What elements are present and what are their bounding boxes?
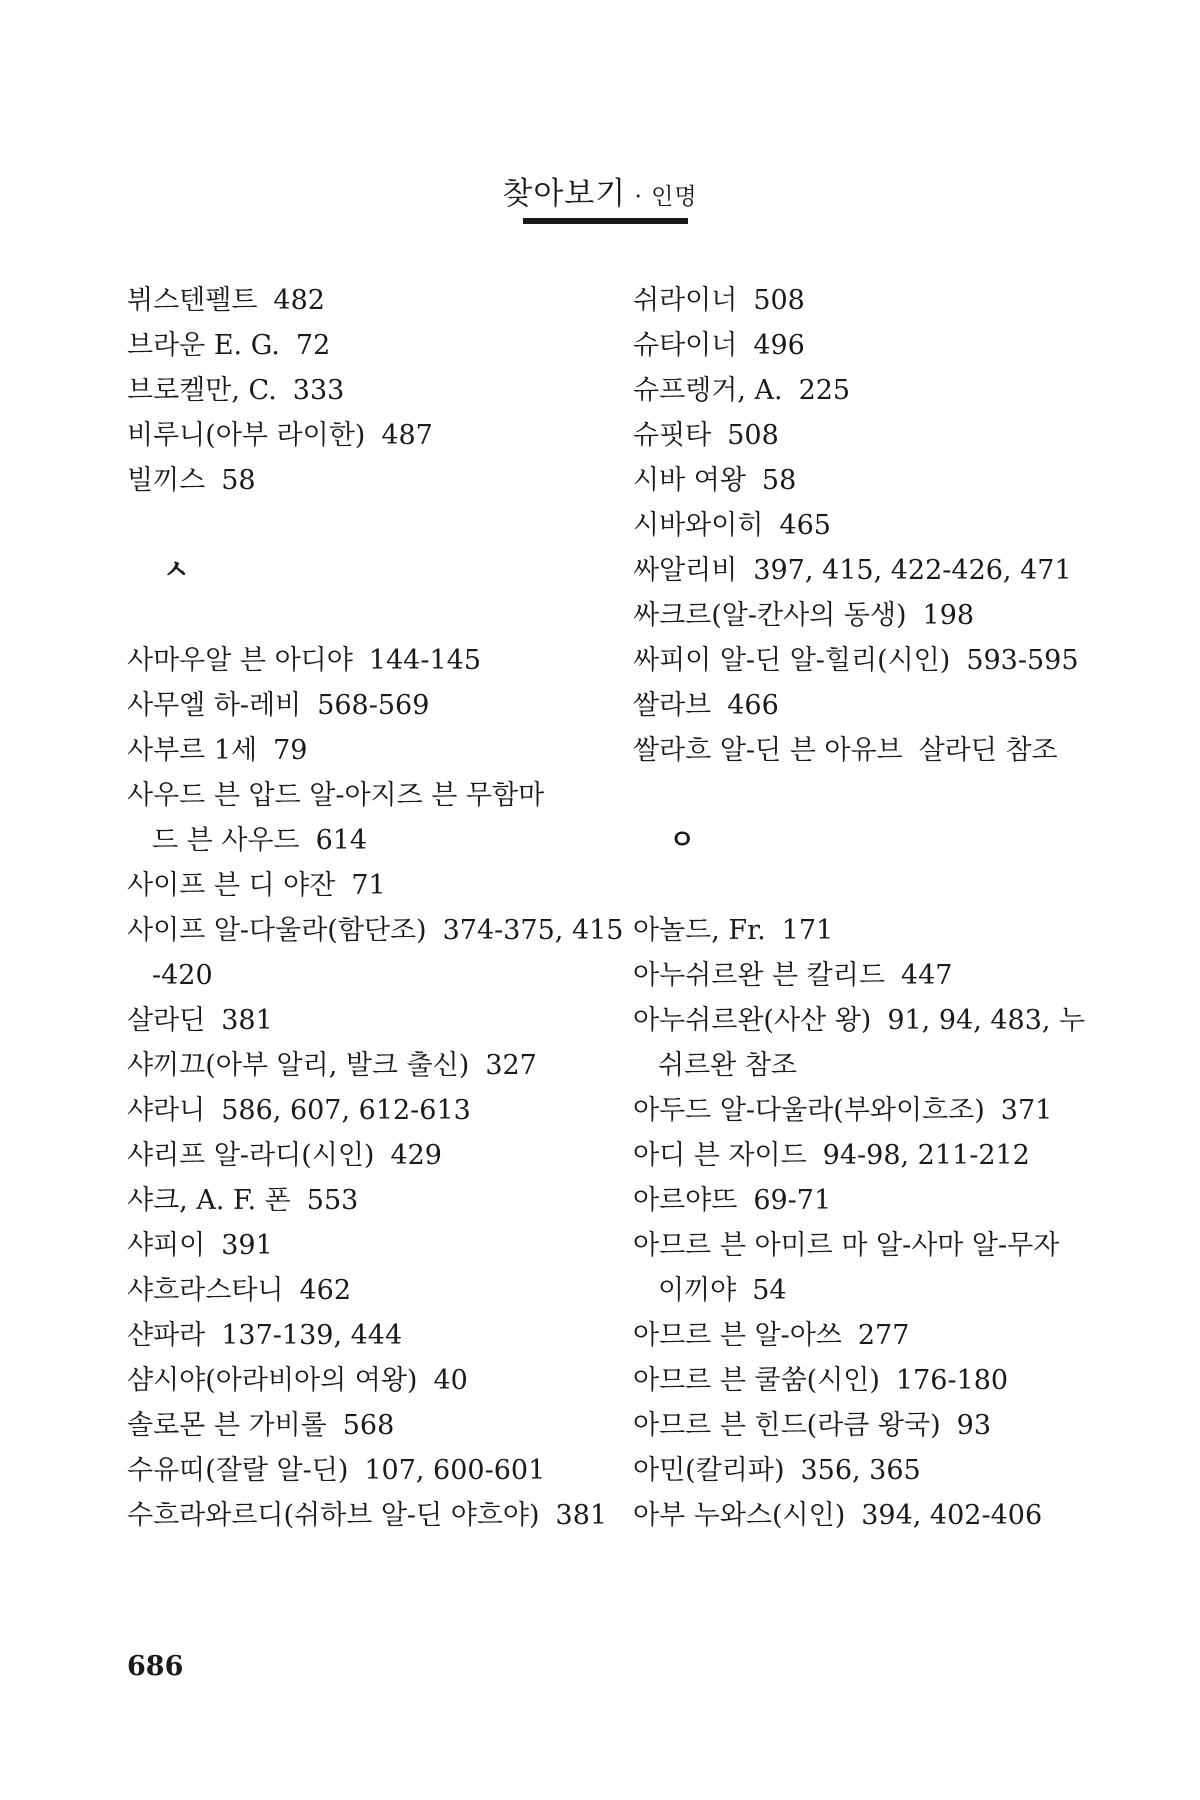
entry-name: 샤크, A. F. 폰 bbox=[127, 1185, 291, 1216]
entry-name: 아두드 알-다울라(부와이흐조) bbox=[633, 1095, 985, 1126]
entry-name: 시바와이히 bbox=[633, 510, 764, 541]
index-entry bbox=[127, 863, 587, 908]
entry-page-numbers: 277 bbox=[857, 1320, 910, 1351]
entry-name: 슈타이너 bbox=[633, 330, 738, 361]
entry-name: 비루니(아부 라이한) bbox=[127, 420, 366, 451]
entry-page-numbers: 58 bbox=[221, 465, 256, 496]
entry-page-numbers: 508 bbox=[727, 420, 779, 451]
entry-page-numbers: 176-180 bbox=[895, 1365, 1009, 1396]
entry-name: 슈프렝거, A. bbox=[633, 375, 783, 406]
entry-page-numbers: 465 bbox=[779, 510, 831, 541]
entry-name: 샤끼끄(아부 알리, 발크 출신) bbox=[127, 1050, 470, 1081]
entry-name: 아부 누와스(시인) bbox=[633, 1500, 846, 1531]
entry-name: 쌀라브 bbox=[633, 690, 712, 721]
index-entry bbox=[127, 1448, 587, 1493]
index-entry bbox=[633, 458, 1093, 503]
entry-name: 사마우알 븐 아디야 bbox=[127, 645, 353, 676]
entry-page-numbers: 397, 415, 422-426, 471 bbox=[753, 555, 1072, 586]
entry-page-numbers: 553 bbox=[306, 1185, 359, 1216]
entry-page-numbers: 144-145 bbox=[368, 645, 482, 676]
entry-name: 아디 븐 자이드 bbox=[633, 1140, 807, 1171]
entry-name: 아므르 븐 알-아쓰 bbox=[633, 1320, 842, 1351]
entry-page-numbers: 487 bbox=[381, 420, 433, 451]
index-entry bbox=[127, 1088, 587, 1133]
entry-name: 수흐라와르디(쉬하브 알-딘 야흐야) bbox=[127, 1500, 540, 1531]
index-entry bbox=[127, 278, 587, 323]
right-index-column bbox=[633, 278, 1093, 1538]
entry-name: 아누쉬르완 븐 칼리드 bbox=[633, 960, 885, 991]
entry-page-numbers: 333 bbox=[292, 375, 345, 406]
index-entry bbox=[127, 413, 587, 458]
entry-page-numbers: 496 bbox=[753, 330, 805, 361]
index-entry bbox=[633, 1088, 1093, 1133]
index-entry bbox=[633, 1403, 1093, 1448]
entry-name: 빌끼스 bbox=[127, 465, 206, 496]
section-gap bbox=[127, 503, 587, 548]
entry-name: 사이프 알-다울라(함단조) bbox=[127, 915, 427, 946]
entry-name: 시바 여왕 bbox=[633, 465, 746, 496]
entry-name: 샤흐라스타니 bbox=[127, 1275, 284, 1306]
entry-page-numbers: 568 bbox=[342, 1410, 395, 1441]
index-entry bbox=[127, 458, 587, 503]
index-entry bbox=[127, 1268, 587, 1313]
entry-page-numbers: 40 bbox=[433, 1365, 468, 1396]
section-letter-heading: ㅇ bbox=[669, 825, 696, 856]
entry-page-numbers: 72 bbox=[295, 330, 331, 361]
entry-name: 싸알리비 bbox=[633, 555, 738, 586]
index-entry bbox=[127, 1358, 587, 1403]
entry-page-numbers: 71 bbox=[351, 870, 386, 901]
index-entry bbox=[633, 998, 1093, 1043]
entry-page-numbers: 482 bbox=[273, 285, 325, 316]
entry-name: 샨파라 bbox=[127, 1320, 206, 1351]
index-entry bbox=[127, 638, 587, 683]
index-entry bbox=[633, 413, 1093, 458]
index-entry-continuation bbox=[633, 1043, 1093, 1088]
index-entry bbox=[127, 1403, 587, 1448]
entry-name: 슈핏타 bbox=[633, 420, 712, 451]
entry-page-numbers: 508 bbox=[753, 285, 805, 316]
index-entry bbox=[633, 728, 1093, 773]
entry-page-numbers: 198 bbox=[922, 600, 975, 631]
entry-page-numbers: 466 bbox=[727, 690, 779, 721]
entry-name: 사우드 븐 압드 알-아지즈 븐 무함마 bbox=[127, 780, 545, 811]
section-gap bbox=[127, 593, 587, 638]
index-entry bbox=[127, 368, 587, 413]
entry-name: 솔로몬 븐 가비롤 bbox=[127, 1410, 327, 1441]
section-gap bbox=[633, 863, 1093, 908]
entry-page-numbers: 586, 607, 612-613 bbox=[221, 1095, 471, 1126]
index-entry-continuation bbox=[127, 953, 587, 998]
entry-page-numbers: 391 bbox=[221, 1230, 273, 1261]
entry-page-numbers: 171 bbox=[781, 915, 834, 946]
index-entry bbox=[633, 278, 1093, 323]
index-entry bbox=[633, 1133, 1093, 1178]
entry-name: 쌀라흐 알-딘 븐 아유브 bbox=[633, 735, 903, 766]
index-entry bbox=[633, 503, 1093, 548]
section-letter-heading: ㅅ bbox=[163, 555, 190, 586]
entry-page-numbers: 93 bbox=[956, 1410, 991, 1441]
entry-name: -420 bbox=[152, 960, 213, 991]
entry-name: 싸크르(알-칸사의 동생) bbox=[633, 600, 907, 631]
index-entry bbox=[633, 593, 1093, 638]
entry-name: 사부르 1세 bbox=[127, 735, 258, 766]
entry-name: 아므르 븐 힌드(라큼 왕국) bbox=[633, 1410, 941, 1441]
index-entry bbox=[127, 683, 587, 728]
index-entry bbox=[127, 1223, 587, 1268]
entry-name: 아놀드, Fr. bbox=[633, 915, 766, 946]
entry-page-numbers: 225 bbox=[798, 375, 851, 406]
entry-page-numbers: 107, 600-601 bbox=[364, 1455, 546, 1486]
index-entry bbox=[127, 908, 624, 953]
entry-page-numbers: 살라딘 참조 bbox=[918, 735, 1058, 766]
index-entry bbox=[127, 1133, 587, 1178]
entry-name: 샤피이 bbox=[127, 1230, 206, 1261]
title-separator: · bbox=[626, 184, 652, 210]
entry-page-numbers: 447 bbox=[900, 960, 953, 991]
entry-name: 브로켈만, C. bbox=[127, 375, 277, 406]
entry-page-numbers: 593-595 bbox=[966, 645, 1079, 676]
entry-name: 쉬르완 참조 bbox=[658, 1050, 797, 1081]
entry-page-numbers: 394, 402-406 bbox=[861, 1500, 1043, 1531]
index-subtitle: 인명 bbox=[651, 184, 698, 210]
entry-page-numbers: 137-139, 444 bbox=[221, 1320, 403, 1351]
entry-page-numbers: 91, 94, 483, 누 bbox=[887, 1005, 1086, 1036]
index-entry bbox=[633, 1358, 1093, 1403]
index-entry bbox=[633, 1313, 1093, 1358]
entry-name: 아르야뜨 bbox=[633, 1185, 738, 1216]
entry-page-numbers: 356, 365 bbox=[800, 1455, 921, 1486]
entry-name: 샤라니 bbox=[127, 1095, 206, 1126]
left-index-column bbox=[127, 278, 624, 1538]
index-entry bbox=[633, 683, 1093, 728]
section-gap bbox=[633, 773, 1093, 818]
index-entry bbox=[633, 1178, 1093, 1223]
index-entry bbox=[633, 1223, 1093, 1268]
entry-page-numbers: 327 bbox=[485, 1050, 537, 1081]
entry-name: 수유띠(잘랄 알-딘) bbox=[127, 1455, 349, 1486]
entry-page-numbers: 58 bbox=[761, 465, 797, 496]
title-underline bbox=[523, 218, 688, 224]
entry-name: 살라딘 bbox=[127, 1005, 206, 1036]
index-entry bbox=[633, 1448, 1093, 1493]
index-entry-continuation bbox=[633, 1268, 1093, 1313]
entry-name: 이끼야 bbox=[658, 1275, 737, 1306]
index-entry bbox=[633, 1493, 1093, 1538]
index-entry bbox=[633, 638, 1093, 683]
entry-name: 브라운 E. G. bbox=[127, 330, 280, 361]
entry-page-numbers: 429 bbox=[390, 1140, 442, 1171]
entry-page-numbers: 79 bbox=[273, 735, 308, 766]
index-entry bbox=[127, 1313, 587, 1358]
entry-page-numbers: 381 bbox=[555, 1500, 608, 1531]
entry-name: 아민(칼리파) bbox=[633, 1455, 785, 1486]
index-entry bbox=[633, 953, 1093, 998]
index-entry bbox=[127, 1493, 608, 1538]
index-entry bbox=[127, 773, 587, 818]
index-entry bbox=[127, 998, 587, 1043]
entry-name: 아누쉬르완(사산 왕) bbox=[633, 1005, 872, 1036]
entry-name: 사무엘 하-레비 bbox=[127, 690, 302, 721]
entry-page-numbers: 54 bbox=[752, 1275, 787, 1306]
entry-name: 쉬라이너 bbox=[633, 285, 738, 316]
page-title bbox=[0, 168, 1200, 213]
entry-name: 싸피이 알-딘 알-힐리(시인) bbox=[633, 645, 951, 676]
entry-name: 샴시야(아라비아의 여왕) bbox=[127, 1365, 418, 1396]
entry-page-numbers: 69-71 bbox=[753, 1185, 832, 1216]
entry-page-numbers: 374-375, 415 bbox=[442, 915, 624, 946]
entry-name: 사이프 븐 디 야잔 bbox=[127, 870, 336, 901]
entry-page-numbers: 94-98, 211-212 bbox=[822, 1140, 1030, 1171]
entry-name: 샤리프 알-라디(시인) bbox=[127, 1140, 375, 1171]
entry-page-numbers: 614 bbox=[315, 825, 368, 856]
entry-page-numbers: 462 bbox=[299, 1275, 352, 1306]
index-entry bbox=[127, 728, 587, 773]
index-entry bbox=[633, 548, 1093, 593]
entry-name: 아므르 븐 아미르 마 알-사마 알-무자 bbox=[633, 1230, 1060, 1261]
page-number: 686 bbox=[127, 1651, 184, 1682]
index-entry bbox=[633, 368, 1093, 413]
index-entry bbox=[127, 323, 587, 368]
index-entry bbox=[127, 1043, 587, 1088]
entry-page-numbers: 381 bbox=[221, 1005, 273, 1036]
index-entry-continuation bbox=[127, 818, 587, 863]
index-entry bbox=[633, 323, 1093, 368]
index-title: 찾아보기 bbox=[502, 176, 627, 212]
index-entry bbox=[127, 1178, 587, 1223]
entry-name: 드 븐 사우드 bbox=[152, 825, 300, 856]
entry-name: 아므르 븐 쿨쑴(시인) bbox=[633, 1365, 880, 1396]
entry-page-numbers: 371 bbox=[1000, 1095, 1053, 1126]
entry-name: 뷔스텐펠트 bbox=[127, 285, 258, 316]
entry-page-numbers: 568-569 bbox=[317, 690, 430, 721]
index-entry bbox=[633, 908, 1093, 953]
